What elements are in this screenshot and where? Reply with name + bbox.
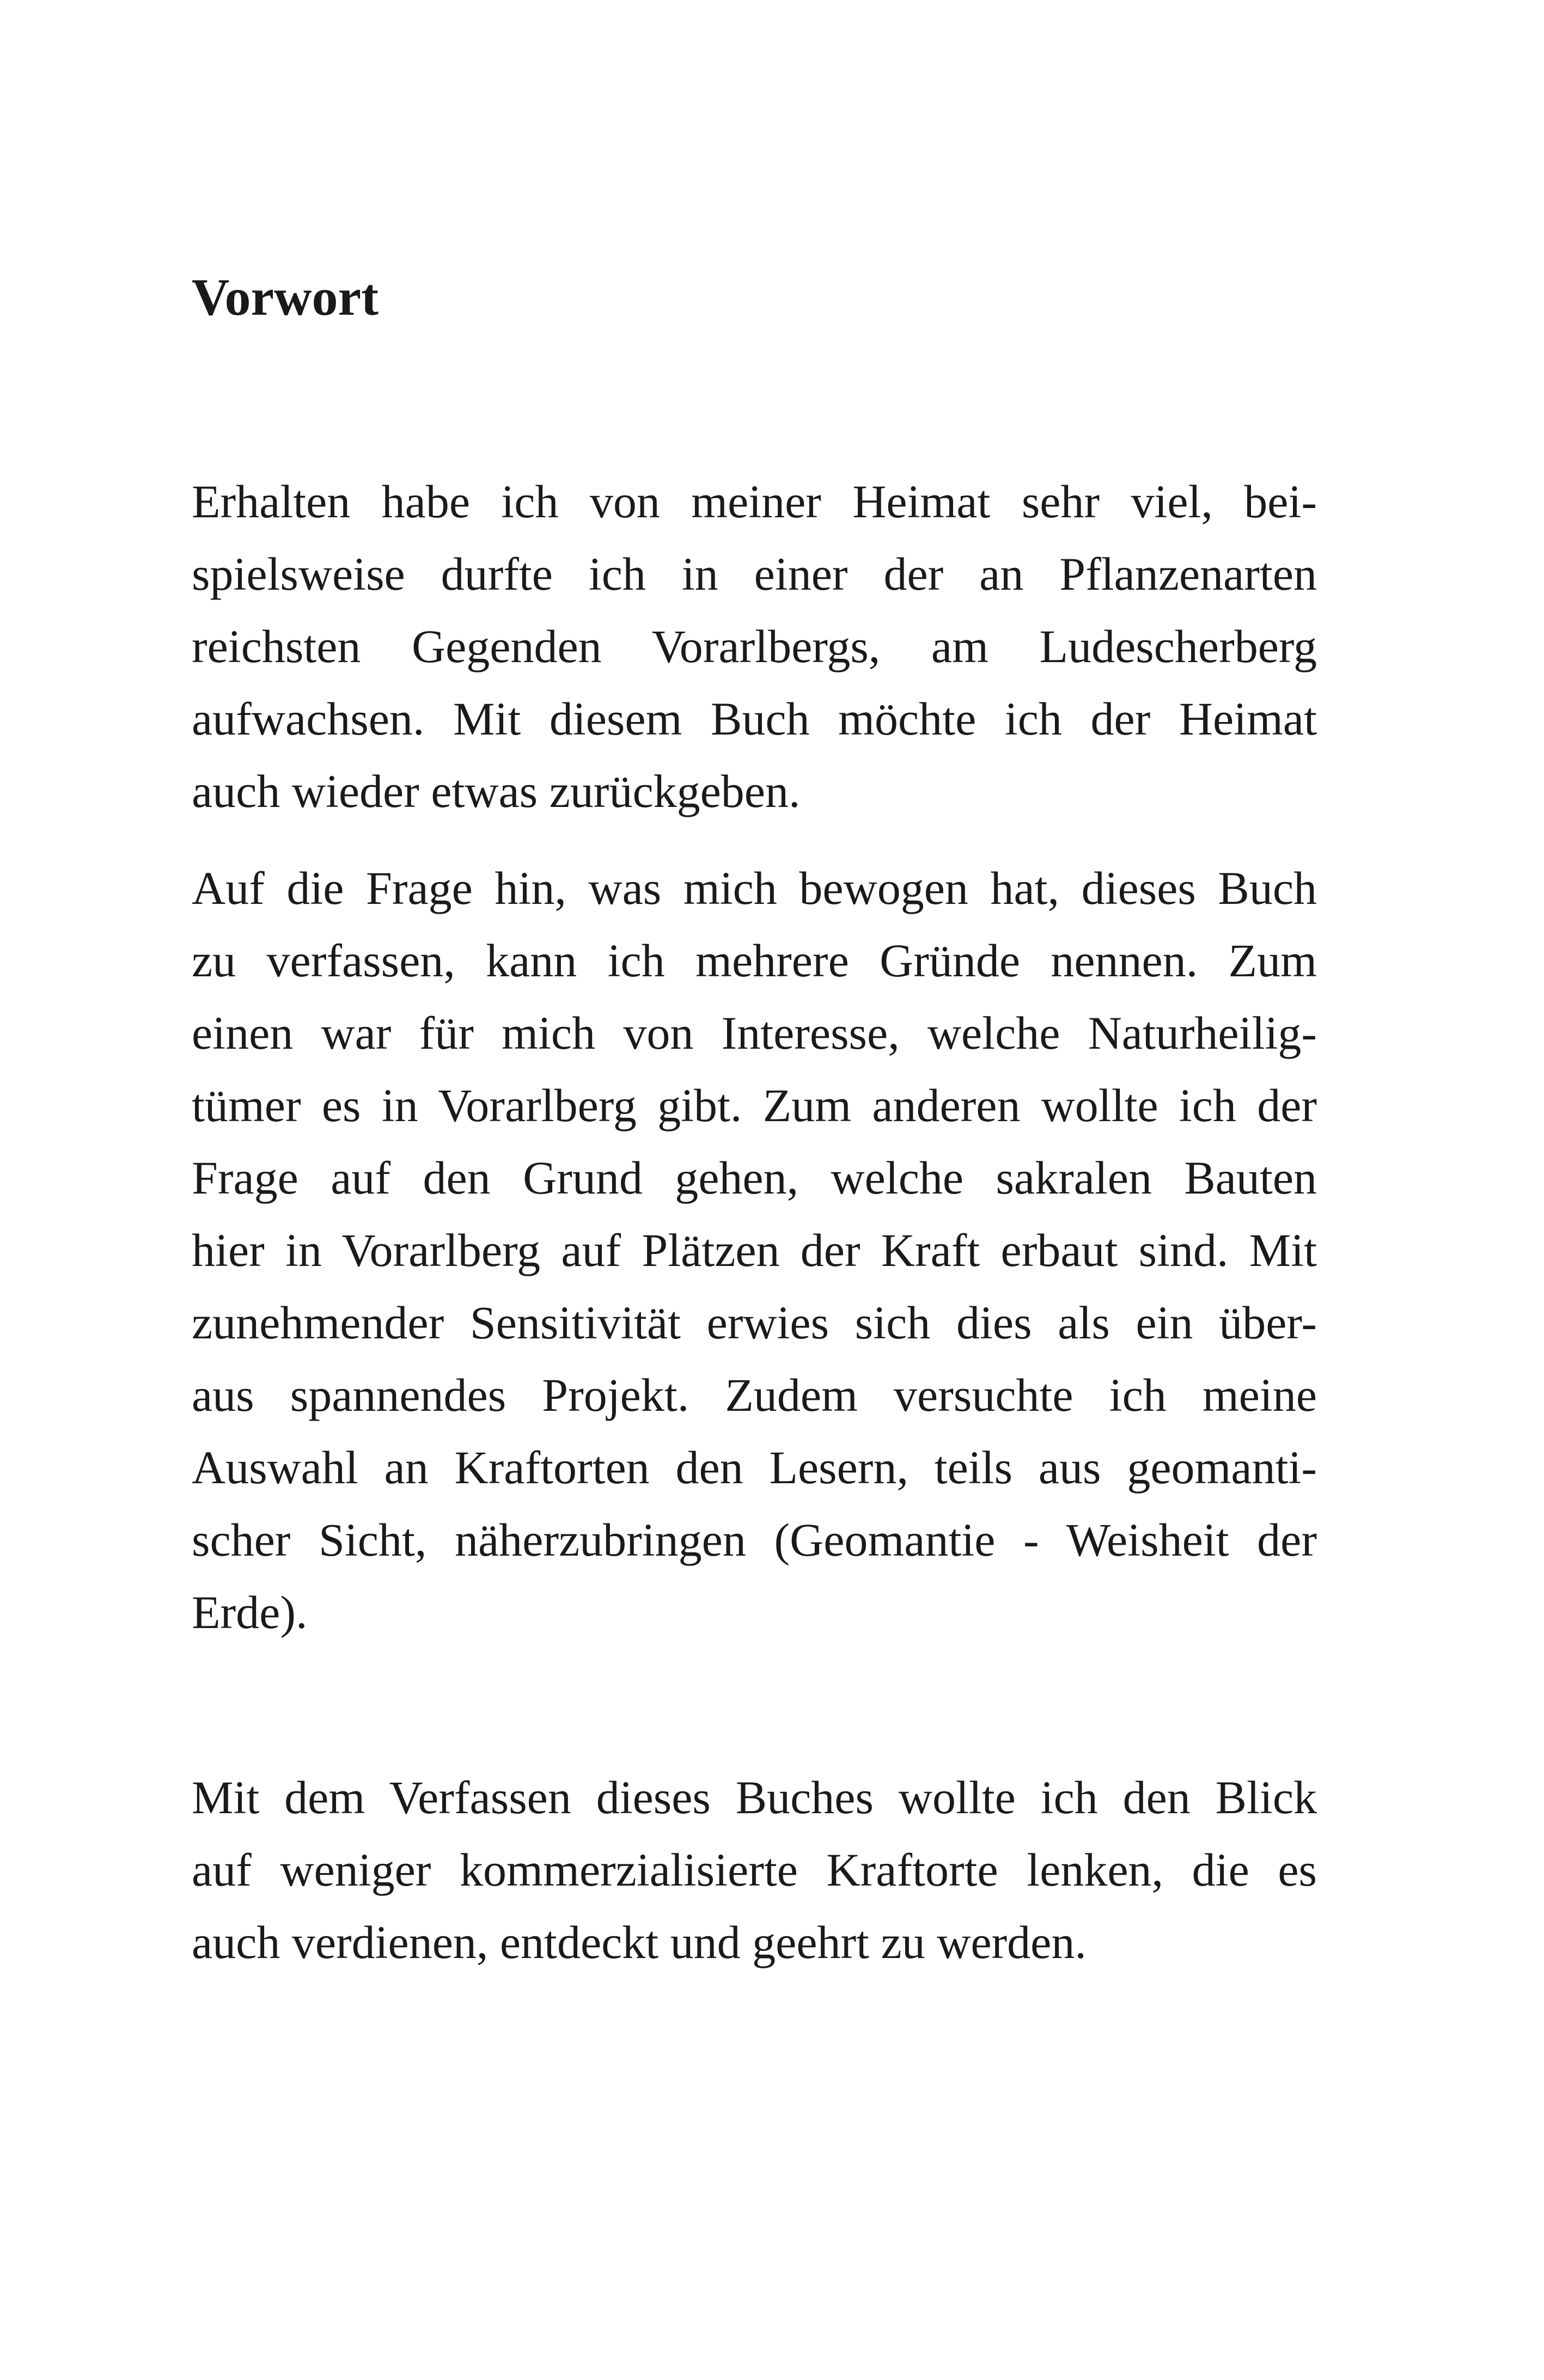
paragraph xyxy=(192,466,1317,828)
text-line: auch verdienen, entdeckt und geehrt zu werden. xyxy=(192,1916,1087,1968)
text-line: spielsweise durfte ich in einer der an Pflanzenarten xyxy=(192,548,1317,600)
text-line: hier in Vorarlberg auf Plätzen der Kraft erbaut sind. Mit xyxy=(192,1224,1317,1276)
text-line: Auswahl an Kraftorten den Lesern, teils aus geomanti- xyxy=(192,1441,1317,1494)
paragraph xyxy=(192,1761,1317,1979)
paragraph xyxy=(192,852,1317,1649)
text-line: Frage auf den Grund gehen, welche sakralen Bauten xyxy=(192,1152,1317,1204)
text-line: einen war für mich von Interesse, welche Naturheilig- xyxy=(192,1007,1317,1059)
text-line: Auf die Frage hin, was mich bewogen hat, dieses Buch xyxy=(192,862,1317,914)
text-line: Erde). xyxy=(192,1586,308,1638)
text-line: Erhalten habe ich von meiner Heimat sehr viel, bei- xyxy=(192,475,1317,528)
text-line: auch wieder etwas zurückgeben. xyxy=(192,765,801,817)
text-line: auf weniger kommerzialisierte Kraftorte lenken, die es xyxy=(192,1844,1317,1896)
page-title: Vorwort xyxy=(192,268,379,326)
text-line: tümer es in Vorarlberg gibt. Zum anderen wollte ich der xyxy=(192,1079,1317,1131)
text-line: aus spannendes Projekt. Zudem versuchte ich meine xyxy=(192,1369,1317,1421)
text-line: scher Sicht, näherzubringen (Geomantie - Weisheit der xyxy=(192,1514,1317,1566)
text-line: Mit dem Verfassen dieses Buches wollte ich den Blick xyxy=(192,1771,1317,1824)
text-line: zu verfassen, kann ich mehrere Gründe nennen. Zum xyxy=(192,934,1317,987)
text-line: aufwachsen. Mit diesem Buch möchte ich der Heimat xyxy=(192,693,1317,745)
text-line: zunehmender Sensitivität erwies sich dies als ein über- xyxy=(192,1296,1317,1349)
text-line: reichsten Gegenden Vorarlbergs, am Ludescherberg xyxy=(192,620,1317,672)
